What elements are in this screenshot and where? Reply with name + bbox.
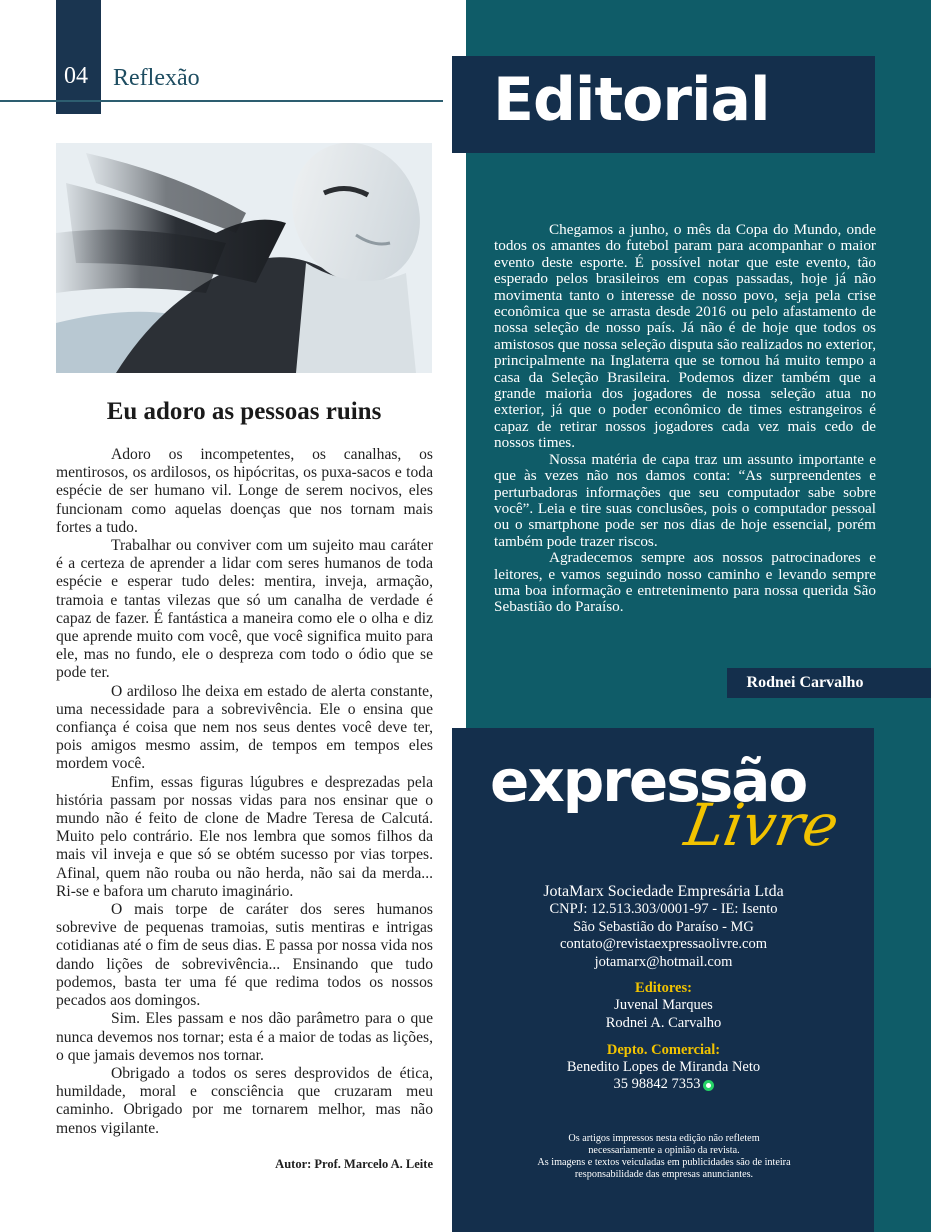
article-paragraph: O ardiloso lhe deixa em estado de alerta constante, uma necessidade para a sobrevivência. Ele o ensina que confiança é coisa que nem nos seus dentes você deve ter, pois amigos mesmo assim, de tempos em tempos eles mordem você. bbox=[56, 682, 433, 773]
disclaimer-line: Os artigos impressos nesta edição não refletem bbox=[568, 1133, 760, 1144]
contact-email: contato@revistaexpressaolivre.com bbox=[559, 936, 767, 953]
page-number-tab bbox=[56, 0, 101, 114]
article-body bbox=[56, 446, 433, 1138]
commercial-phone-row bbox=[614, 1076, 714, 1094]
article-paragraph: O mais torpe de caráter dos seres humanos sobrevive de pequenas tramoias, sutis mentiras e intrigas cotidianas até o fim de seus dias. E passa por nossa vida nos dando lições de sobrevivência... Ensinando que tudo podemos, basta ter uma fé que redima todos os nossos pecados aos domingos. bbox=[56, 901, 433, 1010]
article-paragraph: Enfim, essas figuras lúgubres e desprezadas pela história passam por nossas vidas para nos ensinar que o mundo não é feito de clone de Madre Teresa de Calcutá. Muito pelo contrário. Ele nos lembra que somos filhos da mais vil inveja e que só se obtém sucesso por vias torpes. Afinal, quem não rouba ou não herda, não sai da merda... Ri-se e bafora um charuto imaginário. bbox=[56, 773, 433, 900]
editorial-title: Editorial bbox=[493, 65, 770, 135]
company-cnpj: CNPJ: 12.513.303/0001-97 - IE: Isento bbox=[549, 901, 778, 917]
editorial-paragraph: Nossa matéria de capa traz um assunto importante e que às vezes não nos damos conta: “As surpreendentes e perturbadoras informações que seu computador sabe sobre você”. Leia e tire suas conclusões, pois o computador pessoal ou o smartphone pode ser nos dias de hoje essencial, porém também pode trazer riscos. bbox=[494, 450, 876, 550]
article-author: Autor: Prof. Marcelo A. Leite bbox=[275, 1157, 433, 1171]
header-rule bbox=[0, 100, 443, 102]
article-paragraph: Adoro os incompetentes, os canalhas, os mentirosos, os ardilosos, os hipócritas, os puxa-sacos e toda espécie de ser humano vil. Longe de serem nocivos, eles funcionam como aquelas doenças que nos tornam mais fortes a tudo. bbox=[56, 446, 433, 536]
contact-email: jotamarx@hotmail.com bbox=[594, 953, 733, 970]
disclaimer-line: necessariamente a opinião da revista. bbox=[588, 1145, 740, 1156]
whatsapp-icon bbox=[703, 1080, 714, 1091]
company-info bbox=[452, 882, 875, 1094]
section-title: Reflexão bbox=[113, 65, 200, 91]
company-name: JotaMarx Sociedade Empresária Ltda bbox=[543, 883, 784, 900]
commercial-heading: Depto. Comercial: bbox=[606, 1041, 721, 1058]
logo-script-word: Livre bbox=[680, 791, 844, 859]
woman-hair-photo-illustration bbox=[56, 143, 432, 373]
editorial-paragraph: Chegamos a junho, o mês da Copa do Mundo, onde todos os amantes do futebol param para acompanhar o maior evento deste esporte. É possível notar que este evento, tão esperado pelos brasileiros em copas passadas, hoje já não movimenta tanto o interesse de nosso povo, seja pela crise econômica que se arrasta desde 2016 ou pelo afastamento de nossa seleção de nosso país. Já não é de hoje que todos os amistosos que nossa seleção disputa são realizados no exterior, principalmente na Inglaterra que se tornou há muito tempo a casa da Seleção Brasileira. Podemos dizer também que a grande maioria dos jogadores de nossa seleção atua no exterior, já que o poder econômico de times estrangeiros é capaz de retirar nossos jogadores cada vez mais cedo de nossos times. bbox=[494, 221, 876, 452]
editorial-body bbox=[494, 222, 876, 616]
article-paragraph: Sim. Eles passam e nos dão parâmetro para o que nunca devemos nos tornar; esta é a maior de todas as lições, o que jamais devemos nos tornar. bbox=[56, 1010, 433, 1064]
disclaimer-line: As imagens e textos veiculadas em publicidades são de inteira bbox=[537, 1157, 791, 1168]
company-city: São Sebastião do Paraíso - MG bbox=[573, 918, 754, 935]
disclaimer-line: responsabilidade das empresas anunciantes. bbox=[574, 1169, 754, 1180]
commercial-phone: 35 98842 7353 bbox=[613, 1076, 701, 1093]
article-photo bbox=[56, 143, 432, 373]
logo-main-word: expressão bbox=[490, 747, 807, 815]
disclaimer bbox=[500, 1133, 828, 1181]
masthead-side-strip bbox=[874, 698, 931, 1232]
page-number: 04 bbox=[64, 63, 88, 89]
commercial-name: Benedito Lopes de Miranda Neto bbox=[566, 1058, 761, 1075]
editorial-signature: Rodnei Carvalho bbox=[746, 674, 864, 691]
magazine-logo bbox=[490, 747, 844, 870]
editor-name: Rodnei A. Carvalho bbox=[605, 1014, 722, 1031]
article-paragraph: Trabalhar ou conviver com um sujeito mau caráter é a certeza de aprender a lidar com seres humanos de toda espécie e esperar tudo deles: mentira, inveja, armação, tramoia e tantas vilezas que só um canalha de verdade é capaz de fazer. É fantástica a maneira como ele o olha e diz que aprende muito com você, que você significa muito para ele, mas no fundo, ele o despreza com todo o ódio que se pode ter. bbox=[56, 537, 433, 682]
editors-heading: Editores: bbox=[635, 980, 692, 997]
editor-name: Juvenal Marques bbox=[614, 997, 713, 1014]
article-title: Eu adoro as pessoas ruins bbox=[106, 398, 382, 425]
article-paragraph: Obrigado a todos os seres desprovidos de ética, humildade, moral e consciência que cruzaram meu caminho. Obrigado por me tornarem melhor, mas não menos vigilante. bbox=[56, 1064, 433, 1137]
editorial-paragraph: Agradecemos sempre aos nossos patrocinadores e leitores, e vamos seguindo nosso caminho e levando sempre uma boa informação e entretenimento para nossa querida São Sebastião do Paraíso. bbox=[494, 549, 876, 616]
